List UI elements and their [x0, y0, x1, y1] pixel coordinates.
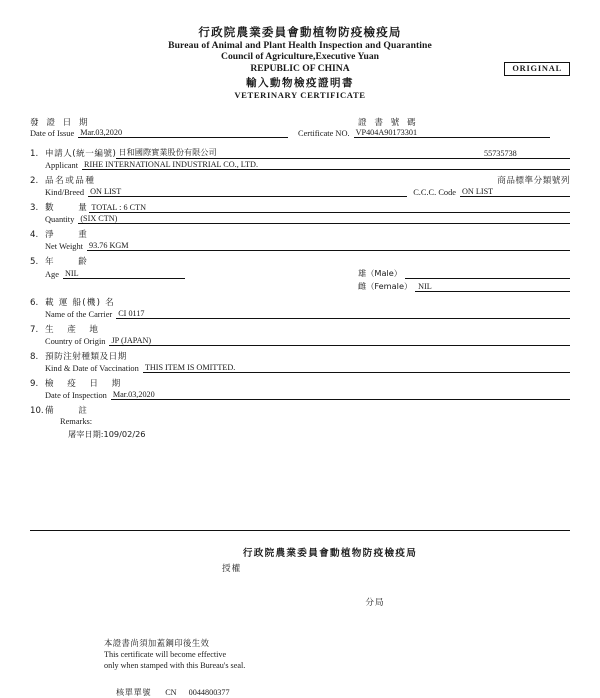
carrier-number: 6.	[30, 298, 39, 309]
applicant-name-cjk: 日和國際實業股份有限公司	[116, 147, 482, 159]
agency-name-cjk: 行政院農業委員會動植物防疫檢疫局	[198, 25, 402, 39]
carrier-field	[30, 296, 570, 319]
vaccination-field	[30, 350, 570, 373]
original-stamp-box: ORIGINAL	[504, 62, 570, 76]
footer-agency-name: 行政院農業委員會動植物防疫檢疫局	[242, 548, 418, 560]
net-weight-field	[30, 228, 570, 251]
kind-breed-value: ON LIST	[88, 187, 407, 197]
approval-number-label: 核單單號	[116, 687, 152, 698]
certificate-no-label-cjk: 證 書 號 碼	[358, 118, 419, 129]
remarks-value: 屠宰日期:109/02/26	[68, 429, 146, 440]
male-label: 雄（Male）	[358, 268, 402, 279]
origin-field	[30, 323, 570, 346]
carrier-value: CI 0117	[116, 309, 570, 319]
kind-breed-label-en: Kind/Breed	[45, 188, 85, 198]
ccc-code-value: ON LIST	[460, 187, 570, 197]
quantity-label-en: Quantity	[45, 215, 75, 225]
document-header	[30, 26, 570, 100]
date-of-issue-label-cjk: 發 證 日 期	[30, 118, 91, 129]
male-value	[405, 278, 570, 279]
approval-number-row	[30, 687, 570, 698]
applicant-number: 1.	[30, 149, 39, 160]
inspection-value: Mar.03,2020	[111, 390, 570, 400]
issue-and-certificate-row	[30, 116, 570, 138]
kind-breed-field	[30, 174, 570, 197]
applicant-field	[30, 147, 570, 170]
document-title-en: VETERINARY CERTIFICATE	[234, 89, 366, 100]
kind-breed-label-cjk: 品名或品種	[45, 176, 96, 187]
quantity-value-words: (SIX CTN)	[78, 214, 570, 224]
ccc-code-label-cjk: 商品標準分類號列	[497, 176, 570, 187]
document-title-cjk: 輸入動物檢疫證明書	[246, 76, 354, 89]
origin-number: 7.	[30, 325, 39, 336]
applicant-label-en: Applicant	[45, 161, 79, 171]
effective-note-en-line1: This certificate will become effective	[104, 650, 227, 660]
applicant-id-number: 55735738	[482, 149, 570, 159]
effective-note-en-line2: only when stamped with this Bureau's seal.	[104, 661, 246, 671]
kind-breed-number: 2.	[30, 176, 39, 187]
ccc-code-label-en: C.C.C. Code	[413, 188, 456, 198]
vaccination-value: THIS ITEM IS OMITTED.	[143, 363, 570, 373]
inspection-field	[30, 377, 570, 400]
carrier-label-cjk: 載 運 船(機) 名	[45, 298, 115, 309]
age-number: 5.	[30, 257, 39, 268]
vaccination-number: 8.	[30, 352, 39, 363]
age-value: NIL	[63, 269, 185, 279]
approval-number-prefix: CN	[165, 688, 177, 698]
net-weight-label-cjk: 淨 重	[45, 230, 90, 241]
quantity-field	[30, 201, 570, 224]
quantity-number: 3.	[30, 203, 39, 214]
effective-note-cjk: 本證書尚須加蓋鋼印後生效	[104, 638, 210, 649]
remarks-field	[30, 404, 570, 440]
date-of-issue-field	[30, 116, 288, 138]
applicant-name-en: RIHE INTERNATIONAL INDUSTRIAL CO., LTD.	[82, 160, 570, 170]
remarks-number: 10.	[30, 406, 44, 417]
age-label-cjk: 年 齡	[45, 257, 90, 268]
certificate-fields	[30, 116, 570, 440]
footer-authorize-label: 授權	[222, 564, 242, 575]
certificate-no-field	[298, 116, 550, 138]
inspection-label-cjk: 檢 疫 日 期	[45, 379, 123, 390]
origin-value: JP (JAPAN)	[109, 336, 570, 346]
age-label-en: Age	[45, 270, 59, 280]
age-field	[30, 255, 570, 292]
quantity-label-cjk: 數 量	[45, 203, 90, 214]
female-value: NIL	[415, 282, 570, 292]
inspection-label-en: Date of Inspection	[45, 391, 107, 401]
footer-divider	[30, 530, 570, 531]
date-of-issue-value: Mar.03,2020	[78, 128, 288, 138]
female-label: 雌（Female）	[358, 281, 413, 292]
approval-number-value: 0044800377	[188, 688, 230, 698]
certificate-no-label-en: Certificate NO.	[298, 129, 350, 139]
footer-branch-label: 分局	[365, 598, 385, 609]
carrier-label-en: Name of the Carrier	[45, 310, 113, 320]
certificate-no-value: VP404A90173301	[354, 128, 550, 138]
remarks-label-en: Remarks:	[60, 417, 93, 427]
inspection-number: 9.	[30, 379, 39, 390]
date-of-issue-label-en: Date of Issue	[30, 129, 75, 139]
quantity-value: TOTAL : 6 CTN	[89, 203, 570, 213]
ministry-name-en: Council of Agriculture,Executive Yuan	[221, 50, 379, 62]
origin-label-cjk: 生 產 地	[45, 325, 101, 336]
effective-note	[30, 638, 570, 671]
vaccination-label-cjk: 預防注射種類及日期	[45, 352, 127, 363]
net-weight-number: 4.	[30, 230, 39, 241]
net-weight-label-en: Net Weight	[45, 242, 84, 252]
net-weight-value: 93.76 KGM	[87, 241, 570, 251]
origin-label-en: Country of Origin	[45, 337, 106, 347]
remarks-label-cjk: 備 註	[45, 406, 90, 417]
country-name-en: REPUBLIC OF CHINA	[250, 63, 350, 75]
agency-name-en: Bureau of Animal and Plant Health Inspection and Quarantine	[168, 39, 432, 51]
vaccination-label-en: Kind & Date of Vaccination	[45, 364, 139, 374]
applicant-label-cjk: 申請人(統一編號)	[45, 149, 117, 160]
